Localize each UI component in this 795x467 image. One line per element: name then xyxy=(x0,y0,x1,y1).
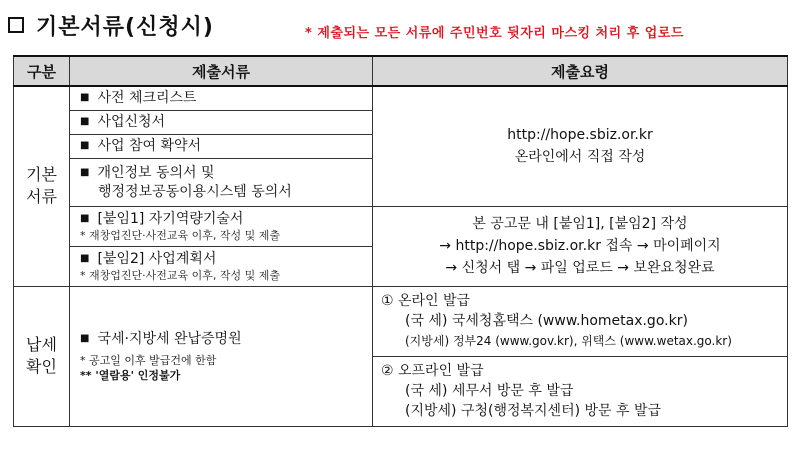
online-instructions: http://hope.sbiz.or.kr 온라인에서 직접 작성 xyxy=(373,86,788,206)
header-instructions: 제출요령 xyxy=(373,56,788,86)
table-row xyxy=(14,206,788,246)
doc-attachment-1: ■ [붙임1] 자기역량기술서 * 재창업진단·사전교육 이후, 작성 및 제출 xyxy=(70,206,373,246)
table-row xyxy=(14,86,788,110)
category-basic: 기본 서류 xyxy=(14,86,70,286)
header-category: 구분 xyxy=(14,56,70,86)
table-row xyxy=(14,286,788,356)
doc-checklist: ■ 사전 체크리스트 xyxy=(70,86,373,110)
doc-application: ■ 사업신청서 xyxy=(70,110,373,134)
checkbox-icon xyxy=(8,17,24,33)
doc-attachment-2: ■ [붙임2] 사업계획서 * 재창업진단·사전교육 이후, 작성 및 제출 xyxy=(70,246,373,286)
offline-issuance: ② 오프라인 발급 (국 세) 세무서 방문 후 발급 (지방세) 구청(행정복지센터) 방문 후 발급 xyxy=(373,356,788,426)
category-tax: 납세 확인 xyxy=(14,286,70,426)
table-header-row xyxy=(14,56,788,86)
section-title: 기본서류(신청시) xyxy=(36,14,214,40)
online-issuance: ① 온라인 발급 (국 세) 국세청홈택스 (www.hometax.go.kr) (지방세) 정부24 (www.gov.kr), 위택스 (www.wetax.go.kr) xyxy=(373,286,788,356)
masking-notice: * 제출되는 모든 서류에 주민번호 뒷자리 마스킹 처리 후 업로드 xyxy=(305,26,684,41)
doc-privacy-consent: ■ 개인정보 동의서 및 행정정보공동이용시스템 동의서 xyxy=(70,158,373,206)
documents-table xyxy=(13,55,788,427)
header-documents: 제출서류 xyxy=(70,56,373,86)
attachment-instructions: 본 공고문 내 [붙임1], [붙임2] 작성 → http://hope.sbiz.or.kr 접속 → 마이페이지 → 신청서 탭 → 파일 업로드 → 보완요청완료 xyxy=(373,206,788,286)
doc-tax-certificate: ■ 국세·지방세 완납증명원 * 공고일 이후 발급건에 한함 ** '열람용' 인정불가 xyxy=(70,286,373,426)
section-heading xyxy=(8,10,214,40)
doc-commitment: ■ 사업 참여 확약서 xyxy=(70,134,373,158)
